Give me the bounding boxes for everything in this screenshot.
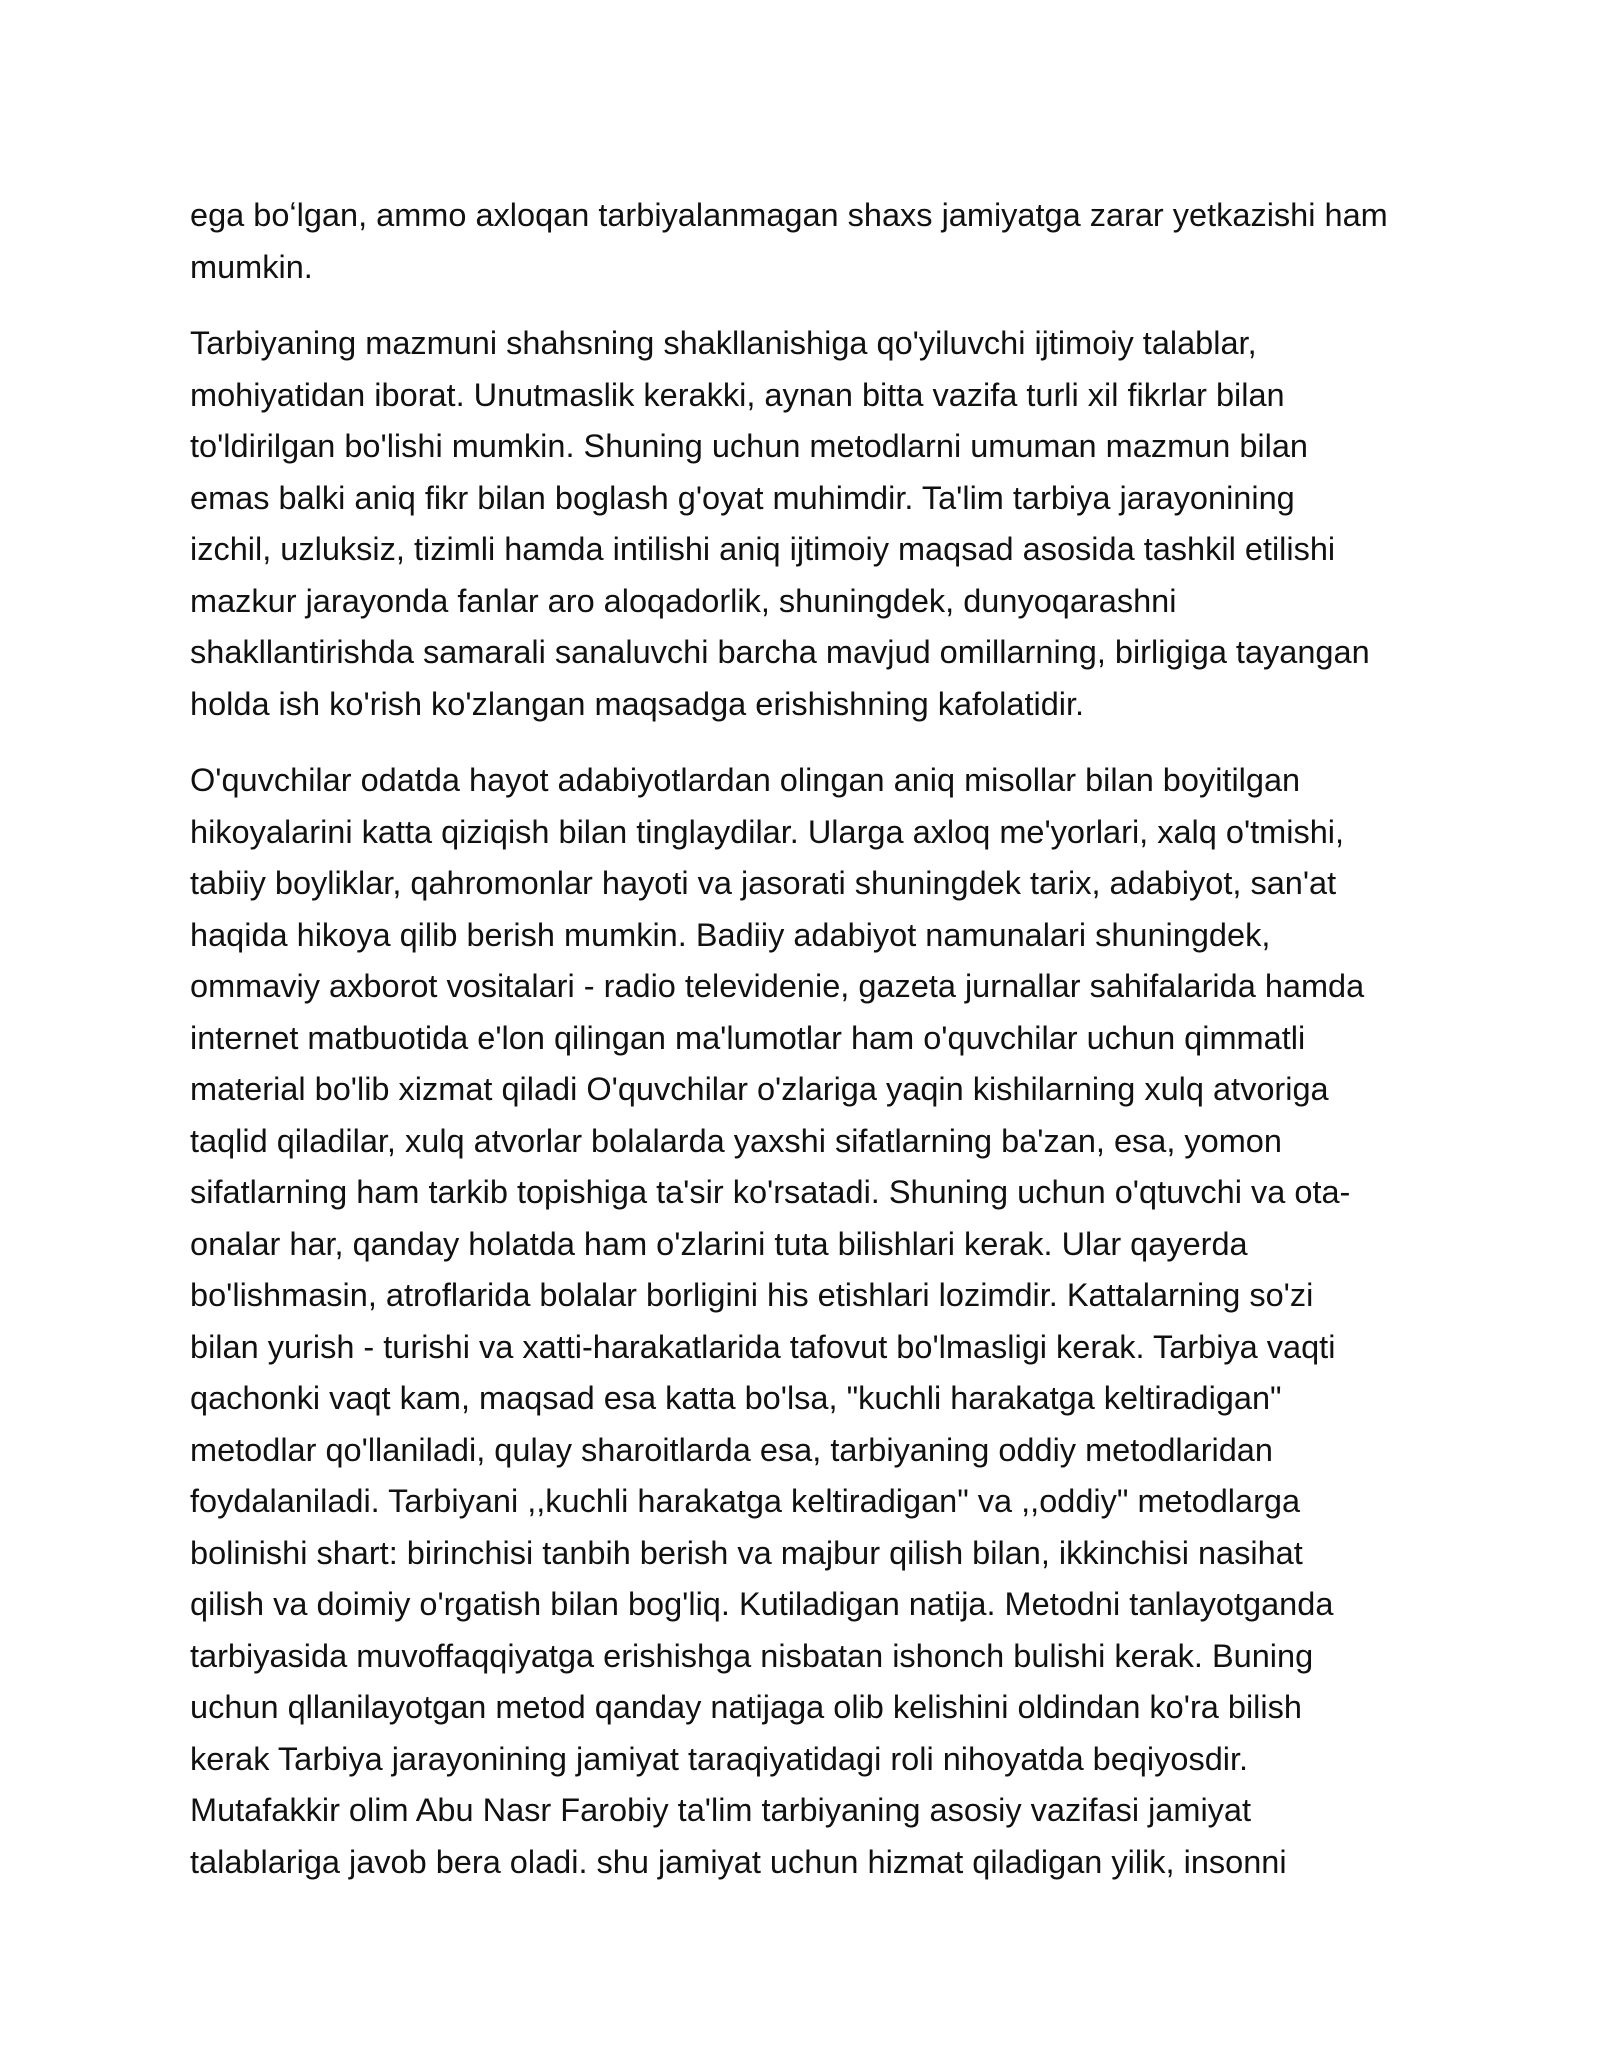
text-line: sifatlarning ham tarkib topishiga ta'sir ko'rsatadi. Shuning uchun o'qtuvchi va ota-	[190, 1174, 1351, 1210]
document-body	[190, 190, 1420, 1913]
text-line: Tarbiyaning mazmuni shahsning shakllanishiga qo'yiluvchi ijtimoiy talablar,	[190, 325, 1257, 361]
text-line: haqida hikoya qilib berish mumkin. Badiiy adabiyot namunalari shuningdek,	[190, 916, 1271, 953]
text-line: emas balki aniq fikr bilan boglash g'oyat muhimdir. Ta'lim tarbiya jarayonining	[190, 479, 1295, 516]
text-line: hikoyalarini katta qiziqish bilan tinglaydilar. Ularga axloq me'yorlari, xalq o'tmishi,	[190, 813, 1345, 850]
text-line: shakllantirishda samarali sanaluvchi barcha mavjud omillarning, birligiga tayangan	[190, 634, 1370, 670]
text-line: mohiyatidan iborat. Unutmaslik kerakki, aynan bitta vazifa turli xil fikrlar bilan	[190, 376, 1285, 413]
text-line: material bo'lib xizmat qiladi O'quvchilar o'zlariga yaqin kishilarning xulq atvoriga	[190, 1071, 1329, 1107]
text-line: onalar har, qanday holatda ham o'zlarini tuta bilishlari kerak. Ular qayerda	[190, 1225, 1248, 1262]
text-line: mazkur jarayonda fanlar aro aloqadorlik, shuningdek, dunyoqarashni	[190, 582, 1177, 619]
text-line: talablariga javob bera oladi. shu jamiyat uchun hizmat qiladigan yilik, insonni	[190, 1843, 1287, 1880]
text-line: mumkin.	[190, 248, 313, 285]
text-line: to'ldirilgan bo'lishi mumkin. Shuning uchun metodlarni umuman mazmun bilan	[190, 428, 1308, 464]
text-line: Mutafakkir olim Abu Nasr Farobiy ta'lim tarbiyaning asosiy vazifasi jamiyat	[190, 1792, 1252, 1828]
paragraph-1	[190, 190, 1420, 293]
paragraph-3	[190, 755, 1420, 1888]
text-line: holda ish ko'rish ko'zlangan maqsadga erishishning kafolatidir.	[190, 685, 1085, 722]
text-line: izchil, uzluksiz, tizimli hamda intilishi aniq ijtimoiy maqsad asosida tashkil etilishi	[190, 531, 1336, 567]
text-line: internet matbuotida e'lon qilingan ma'lumotlar ham o'quvchilar uchun qimmatli	[190, 1019, 1306, 1056]
text-line: bo'lishmasin, atroflarida bolalar borligini his etishlari lozimdir. Kattalarning so'zi	[190, 1277, 1314, 1313]
text-line: foydalaniladi. Tarbiyani ,,kuchli harakatga keltiradigan" va ,,oddiy" metodlarga	[190, 1483, 1301, 1519]
text-line: bolinishi shart: birinchisi tanbih berish va majbur qilish bilan, ikkinchisi nasihat	[190, 1534, 1303, 1571]
text-line: uchun qllanilayotgan metod qanday natijaga olib kelishini oldindan ko'ra bilish	[190, 1689, 1302, 1725]
paragraph-2	[190, 318, 1420, 730]
text-line: kerak Tarbiya jarayonining jamiyat taraqiyatidagi roli nihoyatda beqiyosdir.	[190, 1740, 1249, 1777]
text-line: tabiiy boyliklar, qahromonlar hayoti va jasorati shuningdek tarix, adabiyot, san'at	[190, 865, 1337, 901]
text-line: ega boʻlgan, ammo axloqan tarbiyalanmagan shaxs jamiyatga zarar yetkazishi ham	[190, 197, 1388, 233]
text-line: taqlid qiladilar, xulq atvorlar bolalarda yaxshi sifatlarning ba'zan, esa, yomon	[190, 1122, 1282, 1159]
text-line: qachonki vaqt kam, maqsad esa katta bo'lsa, "kuchli harakatga keltiradigan"	[190, 1380, 1282, 1416]
text-line: O'quvchilar odatda hayot adabiyotlardan olingan aniq misollar bilan boyitilgan	[190, 762, 1301, 798]
text-line: tarbiyasida muvoffaqqiyatga erishishga nisbatan ishonch bulishi kerak. Buning	[190, 1637, 1314, 1674]
text-line: bilan yurish - turishi va xatti-harakatlarida tafovut bo'lmasligi kerak. Tarbiya vaqti	[190, 1328, 1336, 1365]
text-line: metodlar qo'llaniladi, qulay sharoitlarda esa, tarbiyaning oddiy metodlaridan	[190, 1431, 1273, 1468]
text-line: ommaviy axborot vositalari - radio televidenie, gazeta jurnallar sahifalarida hamda	[190, 968, 1365, 1004]
text-line: qilish va doimiy o'rgatish bilan bog'liq. Kutiladigan natija. Metodni tanlayotganda	[190, 1586, 1334, 1622]
